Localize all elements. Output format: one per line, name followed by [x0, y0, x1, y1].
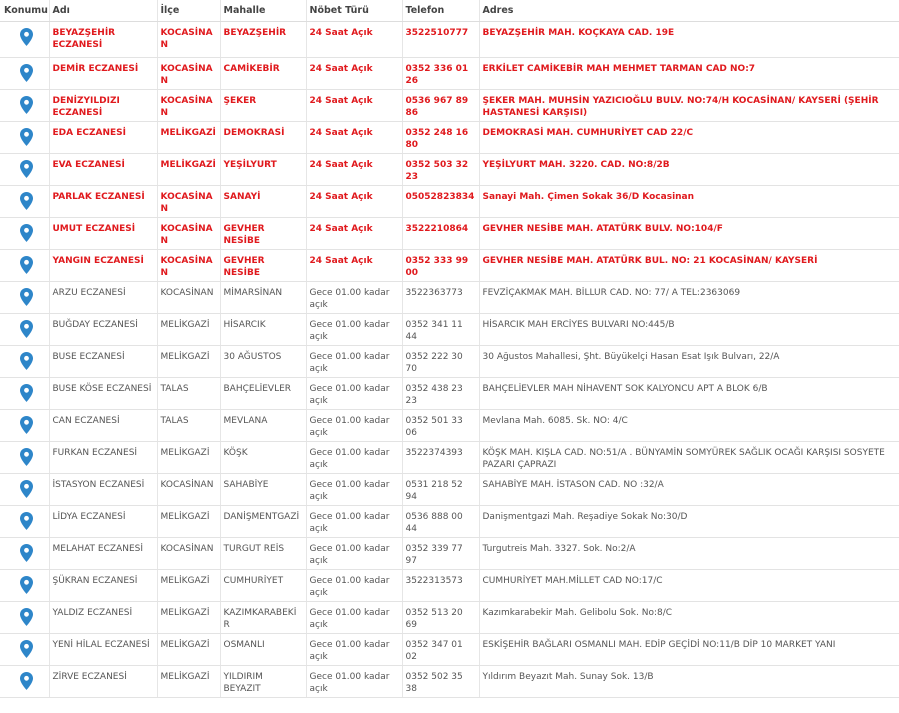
address: SAHABİYE MAH. İSTASON CAD. NO :32/A — [479, 474, 899, 506]
phone: 0352 336 01 26 — [402, 58, 479, 90]
table-row — [0, 282, 899, 314]
neighborhood: CUMHURİYET — [220, 570, 306, 602]
header-konum: Konumu — [0, 0, 49, 22]
pharmacy-name: ZİRVE ECZANESİ — [49, 666, 157, 698]
duty-type: Gece 01.00 kadar açık — [306, 570, 402, 602]
address: CUMHURİYET MAH.MİLLET CAD NO:17/C — [479, 570, 899, 602]
location-cell[interactable] — [0, 250, 49, 282]
duty-type: 24 Saat Açık — [306, 58, 402, 90]
phone: 0352 513 20 69 — [402, 602, 479, 634]
pharmacy-name: İSTASYON ECZANESİ — [49, 474, 157, 506]
duty-type: 24 Saat Açık — [306, 218, 402, 250]
duty-type: Gece 01.00 kadar açık — [306, 666, 402, 698]
phone: 0352 503 32 23 — [402, 154, 479, 186]
district: MELİKGAZİ — [157, 122, 220, 154]
location-cell[interactable] — [0, 666, 49, 698]
address: ESKİŞEHİR BAĞLARI OSMANLI MAH. EDİP GEÇİDİ NO:11/B DİP 10 MARKET YANI — [479, 634, 899, 666]
pharmacy-name: DENİZYILDIZI ECZANESİ — [49, 90, 157, 122]
district: MELİKGAZİ — [157, 602, 220, 634]
table-row — [0, 410, 899, 442]
address: HİSARCIK MAH ERCİYES BULVARI NO:445/B — [479, 314, 899, 346]
phone: 0352 501 33 06 — [402, 410, 479, 442]
address: 30 Ağustos Mahallesi, Şht. Büyükelçi Hasan Esat Işık Bulvarı, 22/A — [479, 346, 899, 378]
district: KOCASİNAN — [157, 218, 220, 250]
district: MELİKGAZİ — [157, 314, 220, 346]
district: MELİKGAZİ — [157, 506, 220, 538]
header-ilce: İlçe — [157, 0, 220, 22]
location-cell[interactable] — [0, 314, 49, 346]
address: Mevlana Mah. 6085. Sk. NO: 4/C — [479, 410, 899, 442]
duty-type: Gece 01.00 kadar açık — [306, 538, 402, 570]
pharmacy-name: BEYAZŞEHİR ECZANESİ — [49, 22, 157, 58]
neighborhood: HİSARCIK — [220, 314, 306, 346]
location-cell[interactable] — [0, 442, 49, 474]
table-row — [0, 506, 899, 538]
duty-type: 24 Saat Açık — [306, 250, 402, 282]
district: KOCASİNAN — [157, 22, 220, 58]
map-pin-icon[interactable] — [20, 28, 33, 46]
map-pin-icon[interactable] — [20, 192, 33, 210]
district: KOCASİNAN — [157, 538, 220, 570]
table-row — [0, 58, 899, 90]
table-row — [0, 634, 899, 666]
location-cell[interactable] — [0, 634, 49, 666]
location-cell[interactable] — [0, 346, 49, 378]
duty-type: Gece 01.00 kadar açık — [306, 346, 402, 378]
address: Danişmentgazi Mah. Reşadiye Sokak No:30/D — [479, 506, 899, 538]
map-pin-icon[interactable] — [20, 384, 33, 402]
phone: 05052823834 — [402, 186, 479, 218]
table-row — [0, 154, 899, 186]
table-row — [0, 570, 899, 602]
neighborhood: OSMANLI — [220, 634, 306, 666]
district: KOCASİNAN — [157, 250, 220, 282]
duty-type: Gece 01.00 kadar açık — [306, 410, 402, 442]
pharmacy-name: FURKAN ECZANESİ — [49, 442, 157, 474]
map-pin-icon[interactable] — [20, 256, 33, 274]
map-pin-icon[interactable] — [20, 544, 33, 562]
district: MELİKGAZİ — [157, 634, 220, 666]
address: DEMOKRASİ MAH. CUMHURİYET CAD 22/C — [479, 122, 899, 154]
pharmacy-name: YALDIZ ECZANESİ — [49, 602, 157, 634]
map-pin-icon[interactable] — [20, 64, 33, 82]
phone: 0352 339 77 97 — [402, 538, 479, 570]
table-row — [0, 538, 899, 570]
district: MELİKGAZİ — [157, 570, 220, 602]
map-pin-icon[interactable] — [20, 320, 33, 338]
neighborhood: MİMARSİNAN — [220, 282, 306, 314]
district: MELİKGAZİ — [157, 154, 220, 186]
table-row — [0, 474, 899, 506]
phone: 3522510777 — [402, 22, 479, 58]
phone: 3522374393 — [402, 442, 479, 474]
pharmacy-name: CAN ECZANESİ — [49, 410, 157, 442]
neighborhood: SANAYİ — [220, 186, 306, 218]
location-cell[interactable] — [0, 186, 49, 218]
duty-type: 24 Saat Açık — [306, 90, 402, 122]
location-cell[interactable] — [0, 410, 49, 442]
pharmacy-name: BUSE ECZANESİ — [49, 346, 157, 378]
phone: 3522210864 — [402, 218, 479, 250]
address: KÖŞK MAH. KIŞLA CAD. NO:51/A . BÜNYAMİN SOMYÜREK SAĞLIK OCAĞI KARŞISI SOSYETE PAZARI ÇAPRAZI — [479, 442, 899, 474]
phone: 0352 502 35 38 — [402, 666, 479, 698]
duty-type: 24 Saat Açık — [306, 154, 402, 186]
neighborhood: MEVLANA — [220, 410, 306, 442]
address: ŞEKER MAH. MUHSİN YAZICIOĞLU BULV. NO:74/H KOCASİNAN/ KAYSERİ (ŞEHİR HASTANESİ KARŞISI) — [479, 90, 899, 122]
table-row — [0, 442, 899, 474]
neighborhood: GEVHER NESİBE — [220, 218, 306, 250]
table-row — [0, 314, 899, 346]
address: Yıldırım Beyazıt Mah. Sunay Sok. 13/B — [479, 666, 899, 698]
duty-type: Gece 01.00 kadar açık — [306, 634, 402, 666]
neighborhood: SAHABİYE — [220, 474, 306, 506]
pharmacy-name: DEMİR ECZANESİ — [49, 58, 157, 90]
neighborhood: KAZIMKARABEKİR — [220, 602, 306, 634]
map-pin-icon[interactable] — [20, 640, 33, 658]
duty-type: Gece 01.00 kadar açık — [306, 602, 402, 634]
neighborhood: KÖŞK — [220, 442, 306, 474]
neighborhood: DANİŞMENTGAZİ — [220, 506, 306, 538]
pharmacy-name: BUĞDAY ECZANESİ — [49, 314, 157, 346]
address: FEVZİÇAKMAK MAH. BİLLUR CAD. NO: 77/ A TEL:2363069 — [479, 282, 899, 314]
header-adi: Adı — [49, 0, 157, 22]
duty-type: Gece 01.00 kadar açık — [306, 282, 402, 314]
map-pin-icon[interactable] — [20, 480, 33, 498]
map-pin-icon[interactable] — [20, 576, 33, 594]
map-pin-icon[interactable] — [20, 416, 33, 434]
district: MELİKGAZİ — [157, 346, 220, 378]
neighborhood: TURGUT REİS — [220, 538, 306, 570]
map-pin-icon[interactable] — [20, 128, 33, 146]
district: KOCASİNAN — [157, 474, 220, 506]
pharmacy-name: UMUT ECZANESİ — [49, 218, 157, 250]
pharmacy-name: BUSE KÖSE ECZANESİ — [49, 378, 157, 410]
location-cell[interactable] — [0, 474, 49, 506]
neighborhood: CAMİKEBİR — [220, 58, 306, 90]
location-cell[interactable] — [0, 378, 49, 410]
phone: 3522313573 — [402, 570, 479, 602]
duty-type: Gece 01.00 kadar açık — [306, 506, 402, 538]
address: Kazımkarabekir Mah. Gelibolu Sok. No:8/C — [479, 602, 899, 634]
neighborhood: GEVHER NESİBE — [220, 250, 306, 282]
map-pin-icon[interactable] — [20, 672, 33, 690]
address: GEVHER NESİBE MAH. ATATÜRK BUL. NO: 21 KOCASİNAN/ KAYSERİ — [479, 250, 899, 282]
table-row — [0, 22, 899, 58]
address: YEŞİLYURT MAH. 3220. CAD. NO:8/2B — [479, 154, 899, 186]
phone: 0352 248 16 80 — [402, 122, 479, 154]
map-pin-icon[interactable] — [20, 96, 33, 114]
address: ERKİLET CAMİKEBİR MAH MEHMET TARMAN CAD NO:7 — [479, 58, 899, 90]
pharmacy-name: PARLAK ECZANESİ — [49, 186, 157, 218]
duty-type: Gece 01.00 kadar açık — [306, 442, 402, 474]
table-row — [0, 602, 899, 634]
location-cell[interactable] — [0, 602, 49, 634]
neighborhood: 30 AĞUSTOS — [220, 346, 306, 378]
phone: 0352 222 30 70 — [402, 346, 479, 378]
pharmacy-name: MELAHAT ECZANESİ — [49, 538, 157, 570]
location-cell[interactable] — [0, 58, 49, 90]
table-row — [0, 218, 899, 250]
location-cell[interactable] — [0, 282, 49, 314]
map-pin-icon[interactable] — [20, 160, 33, 178]
header-adres: Adres — [479, 0, 899, 22]
pharmacy-name: LİDYA ECZANESİ — [49, 506, 157, 538]
duty-type: Gece 01.00 kadar açık — [306, 378, 402, 410]
phone: 0352 341 11 44 — [402, 314, 479, 346]
location-cell[interactable] — [0, 538, 49, 570]
duty-type: Gece 01.00 kadar açık — [306, 314, 402, 346]
phone: 0352 347 01 02 — [402, 634, 479, 666]
table-row — [0, 90, 899, 122]
location-cell[interactable] — [0, 154, 49, 186]
district: MELİKGAZİ — [157, 666, 220, 698]
district: KOCASİNAN — [157, 58, 220, 90]
phone: 0536 888 00 44 — [402, 506, 479, 538]
neighborhood: YEŞİLYURT — [220, 154, 306, 186]
header-mahalle: Mahalle — [220, 0, 306, 22]
pharmacy-name: YENİ HİLAL ECZANESİ — [49, 634, 157, 666]
map-pin-icon[interactable] — [20, 448, 33, 466]
neighborhood: YILDIRIM BEYAZIT — [220, 666, 306, 698]
table-row — [0, 666, 899, 698]
header-nobet: Nöbet Türü — [306, 0, 402, 22]
district: KOCASİNAN — [157, 186, 220, 218]
address: BEYAZŞEHİR MAH. KOÇKAYA CAD. 19E — [479, 22, 899, 58]
pharmacy-name: EDA ECZANESİ — [49, 122, 157, 154]
neighborhood: BEYAZŞEHİR — [220, 22, 306, 58]
neighborhood: ŞEKER — [220, 90, 306, 122]
table-row — [0, 346, 899, 378]
district: TALAS — [157, 378, 220, 410]
location-cell[interactable] — [0, 570, 49, 602]
location-cell[interactable] — [0, 122, 49, 154]
map-pin-icon[interactable] — [20, 224, 33, 242]
phone: 3522363773 — [402, 282, 479, 314]
map-pin-icon[interactable] — [20, 288, 33, 306]
pharmacy-name: ŞÜKRAN ECZANESİ — [49, 570, 157, 602]
table-row — [0, 250, 899, 282]
table-header-row — [0, 0, 899, 22]
duty-type: 24 Saat Açık — [306, 122, 402, 154]
address: Turgutreis Mah. 3327. Sok. No:2/A — [479, 538, 899, 570]
table-row — [0, 122, 899, 154]
location-cell[interactable] — [0, 22, 49, 58]
address: Sanayi Mah. Çimen Sokak 36/D Kocasinan — [479, 186, 899, 218]
header-telefon: Telefon — [402, 0, 479, 22]
pharmacy-name: EVA ECZANESİ — [49, 154, 157, 186]
neighborhood: DEMOKRASİ — [220, 122, 306, 154]
duty-type: 24 Saat Açık — [306, 186, 402, 218]
phone: 0531 218 52 94 — [402, 474, 479, 506]
district: KOCASİNAN — [157, 90, 220, 122]
district: MELİKGAZİ — [157, 442, 220, 474]
location-cell[interactable] — [0, 218, 49, 250]
phone: 0352 438 23 23 — [402, 378, 479, 410]
map-pin-icon[interactable] — [20, 512, 33, 530]
table-row — [0, 378, 899, 410]
table-row — [0, 186, 899, 218]
location-cell[interactable] — [0, 90, 49, 122]
phone: 0536 967 89 86 — [402, 90, 479, 122]
map-pin-icon[interactable] — [20, 352, 33, 370]
district: TALAS — [157, 410, 220, 442]
address: BAHÇELİEVLER MAH NİHAVENT SOK KALYONCU APT A BLOK 6/B — [479, 378, 899, 410]
district: KOCASİNAN — [157, 282, 220, 314]
map-pin-icon[interactable] — [20, 608, 33, 626]
phone: 0352 333 99 00 — [402, 250, 479, 282]
neighborhood: BAHÇELİEVLER — [220, 378, 306, 410]
pharmacy-name: YANGIN ECZANESİ — [49, 250, 157, 282]
address: GEVHER NESİBE MAH. ATATÜRK BULV. NO:104/F — [479, 218, 899, 250]
pharmacy-name: ARZU ECZANESİ — [49, 282, 157, 314]
duty-type: Gece 01.00 kadar açık — [306, 474, 402, 506]
duty-type: 24 Saat Açık — [306, 22, 402, 58]
location-cell[interactable] — [0, 506, 49, 538]
